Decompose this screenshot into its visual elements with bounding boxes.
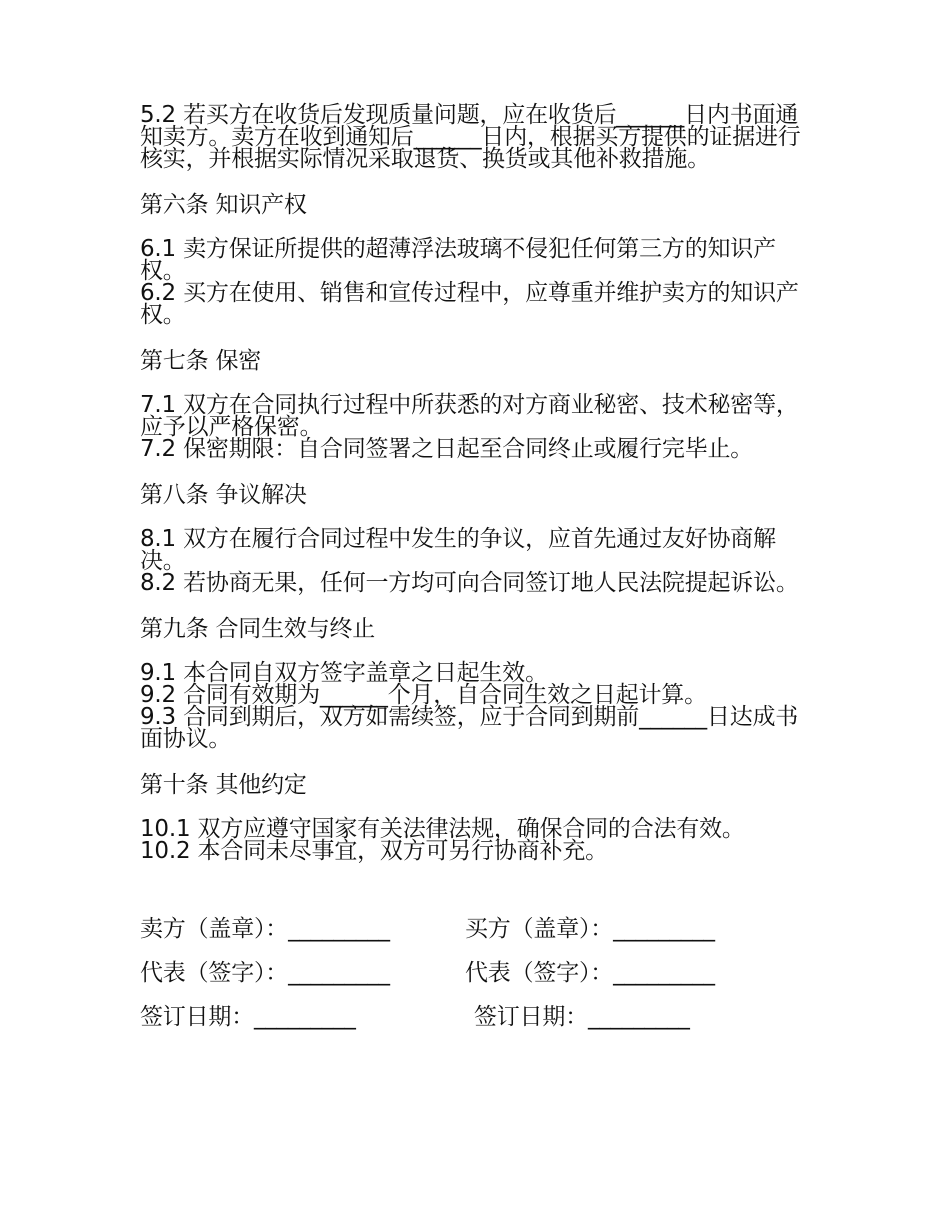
clause-10-2: 10.2 本合同未尽事宜，双方可另行协商补充。 [140, 838, 608, 864]
contract-body [140, 104, 812, 862]
clause-9-1: 9.1 本合同自双方签字盖章之日起生效。 [140, 660, 548, 686]
section-heading-10: 第十条 其他约定 [140, 772, 307, 798]
clause-6-2: 6.2 买方在使用、销售和宣传过程中，应尊重并维护卖方的知识产权。 [140, 280, 799, 328]
section-heading-8: 第八条 争议解决 [140, 482, 307, 508]
clause-9-3: 9.3 合同到期后，双方如需续签，应于合同到期前______日达成书面协议。 [140, 704, 799, 752]
clause-9-2: 9.2 合同有效期为______个月，自合同生效之日起计算。 [140, 682, 707, 708]
clause-8-1: 8.1 双方在履行合同过程中发生的争议，应首先通过友好协商解决。 [140, 526, 776, 574]
clause-5-2: 5.2 若买方在收货后发现质量问题，应在收货后______日内书面通知卖方。卖方在收到通知后______日内，根据买方提供的证据进行核实，并根据实际情况采取退货、换货或其他补救措施。 [140, 102, 801, 172]
clause-7-1: 7.1 双方在合同执行过程中所获悉的对方商业秘密、技术秘密等，应予以严格保密。 [140, 392, 799, 440]
clause-7-2: 7.2 保密期限：自合同签署之日起至合同终止或履行完毕止。 [140, 436, 754, 462]
clause-8-2: 8.2 若协商无果，任何一方均可向合同签订地人民法院提起诉讼。 [140, 570, 799, 596]
seller-seal-field: 卖方（盖章）：_________ [140, 916, 390, 942]
buyer-date-field: 签订日期：_________ [474, 1004, 690, 1030]
section-heading-7: 第七条 保密 [140, 348, 262, 374]
buyer-representative-field: 代表（签字）：_________ [465, 960, 715, 986]
signature-row-date [140, 998, 812, 1042]
section-heading-6: 第六条 知识产权 [140, 192, 307, 218]
clause-10-1: 10.1 双方应遵守国家有关法律法规，确保合同的合法有效。 [140, 816, 745, 842]
seller-representative-field: 代表（签字）：_________ [140, 960, 390, 986]
signature-row-seal [140, 910, 812, 954]
clause-6-1: 6.1 卖方保证所提供的超薄浮法玻璃不侵犯任何第三方的知识产权。 [140, 236, 776, 284]
section-heading-9: 第九条 合同生效与终止 [140, 616, 376, 642]
signature-row-representative [140, 954, 812, 998]
buyer-seal-field: 买方（盖章）：_________ [465, 916, 715, 942]
seller-date-field: 签订日期：_________ [140, 1004, 356, 1030]
signature-block [140, 910, 812, 1042]
